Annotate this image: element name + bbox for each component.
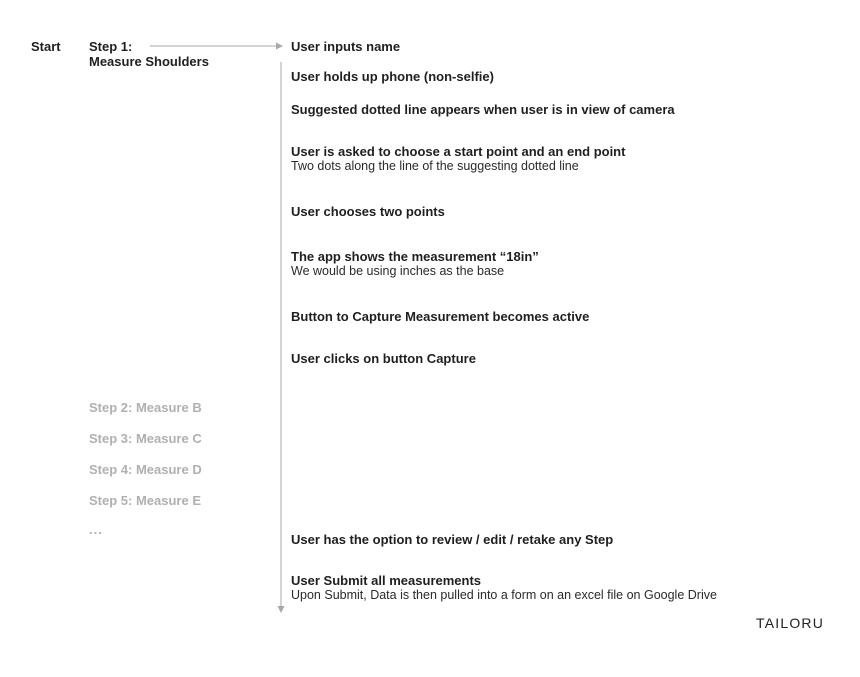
future-step-label: Step 3: Measure C — [89, 431, 202, 446]
flow-item-title: User clicks on button Capture — [291, 351, 476, 366]
step1-title: Step 1: — [89, 39, 133, 54]
future-step-label: Step 5: Measure E — [89, 493, 201, 508]
step1-arrow-head — [276, 43, 283, 50]
flow-item-detail: Two dots along the line of the suggesting dotted line — [291, 159, 579, 173]
flow-item-title: User holds up phone (non-selfie) — [291, 69, 494, 84]
timeline-arrow-head — [278, 606, 285, 613]
future-step-label: Step 2: Measure B — [89, 400, 202, 415]
flow-item-title: User inputs name — [291, 39, 401, 54]
flow-item-title: Button to Capture Measurement becomes active — [291, 309, 590, 324]
flow-item-title: User has the option to review / edit / retake any Step — [291, 532, 614, 547]
flow-item-detail: Upon Submit, Data is then pulled into a form on an excel file on Google Drive — [291, 588, 717, 602]
step1-subtitle: Measure Shoulders — [89, 54, 209, 69]
flow-item-title: Suggested dotted line appears when user is in view of camera — [291, 102, 675, 117]
flow-item-title: User is asked to choose a start point and an end point — [291, 144, 626, 159]
flow-item-title: User Submit all measurements — [291, 573, 482, 588]
future-step-ellipsis: ... — [89, 522, 103, 537]
flow-item-detail: We would be using inches as the base — [291, 264, 505, 278]
start-label: Start — [31, 39, 61, 54]
flow-item-title: The app shows the measurement “18in” — [291, 249, 539, 264]
future-step-label: Step 4: Measure D — [89, 462, 202, 477]
brand-logo-text: TAILORU — [756, 615, 825, 631]
flow-item-title: User chooses two points — [291, 204, 445, 219]
